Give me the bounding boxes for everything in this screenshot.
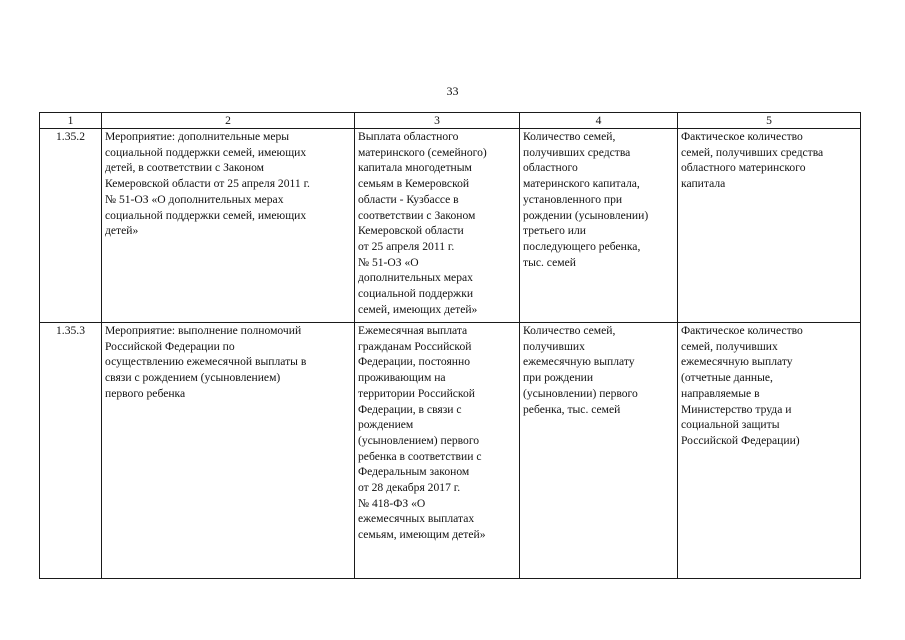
- header-col-1: 1: [40, 113, 102, 129]
- row-id: 1.35.2: [40, 129, 102, 323]
- header-col-3: 3: [355, 113, 520, 129]
- row-method: Фактическое количество семей, получивших средства областного материнского капитала: [678, 129, 861, 323]
- table-header-row: [40, 113, 861, 129]
- page-number: 33: [446, 84, 459, 98]
- table-row: [40, 129, 861, 323]
- row-event: Мероприятие: дополнительные меры социальной поддержки семей, имеющих детей, в соответствии с Законом Кемеровской области от 25 апреля 2011 г. № 51-ОЗ «О дополнительных мерах социальной поддержки семей, имеющих детей»: [102, 129, 355, 323]
- header-col-5: 5: [678, 113, 861, 129]
- header-col-4: 4: [520, 113, 678, 129]
- row-description: Выплата областного материнского (семейного) капитала многодетным семьям в Кемеровской области - Кузбассе в соответствии с Законом Кемеровской области от 25 апреля 2011 г. № 51-ОЗ «О дополнительных мерах социальной поддержки семей, имеющих детей»: [355, 129, 520, 323]
- row-event: Мероприятие: выполнение полномочий Российской Федерации по осуществлению ежемесячной выплаты в связи с рождением (усыновлением) первого ребенка: [102, 323, 355, 579]
- header-col-2: 2: [102, 113, 355, 129]
- row-id: 1.35.3: [40, 323, 102, 579]
- document-table: [39, 112, 861, 579]
- table-row: [40, 323, 861, 579]
- row-description: Ежемесячная выплата гражданам Российской Федерации, постоянно проживающим на территории Российской Федерации, в связи с рождением (усыновлением) первого ребенка в соответствии с Федеральным законом от 28 декабря 2017 г. № 418-ФЗ «О ежемесячных выплатах семьям, имеющим детей»: [355, 323, 520, 579]
- row-method: Фактическое количество семей, получивших ежемесячную выплату (отчетные данные, направляемые в Министерство труда и социальной защиты Российской Федерации): [678, 323, 861, 579]
- row-indicator: Количество семей, получивших средства областного материнского капитала, установленного при рождении (усыновлении) третьего или последующего ребенка, тыс. семей: [520, 129, 678, 323]
- row-indicator: Количество семей, получивших ежемесячную выплату при рождении (усыновлении) первого ребенка, тыс. семей: [520, 323, 678, 579]
